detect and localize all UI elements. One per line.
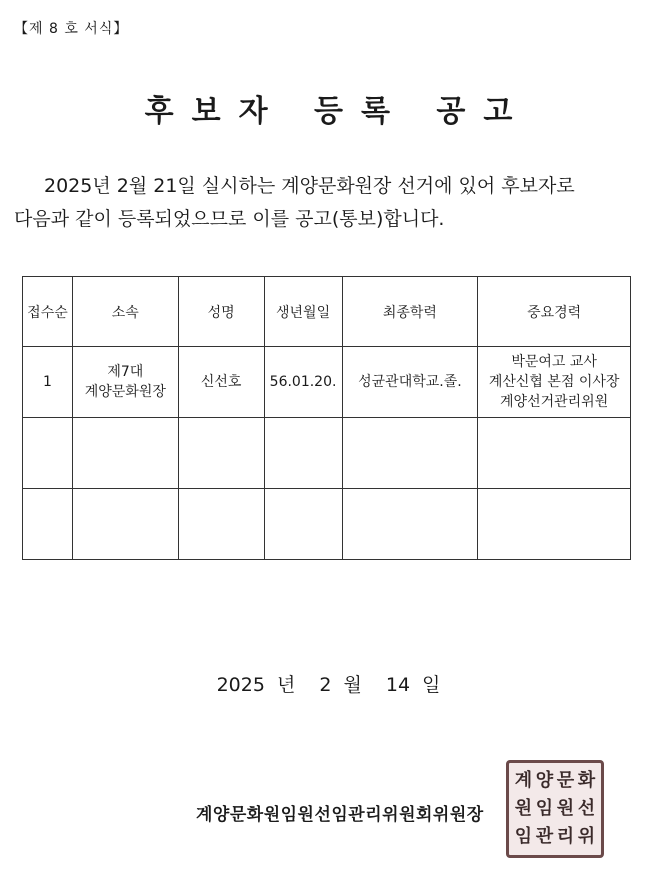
table-row-empty (23, 489, 631, 560)
header-career: 중요경력 (478, 277, 631, 347)
seal-characters (513, 767, 597, 851)
intro-line-1: 2025년 2월 21일 실시하는 계양문화원장 선거에 있어 후보자로 (44, 175, 575, 197)
intro-line-2: 다음과 같이 등록되었으므로 이를 공고(통보)합니다. (14, 208, 445, 230)
table-row-empty (23, 418, 631, 489)
empty-cell (478, 489, 631, 560)
empty-cell (478, 418, 631, 489)
empty-cell (178, 489, 264, 560)
affiliation-line-2: 계양문화원장 (84, 384, 166, 400)
career-line-1: 박문여고 교사 (511, 354, 597, 370)
issuer-name: 계양문화원임원선임관리위원회위원장 (196, 805, 484, 825)
header-birthdate: 생년월일 (264, 277, 342, 347)
header-education: 최종학력 (342, 277, 478, 347)
empty-cell (342, 489, 478, 560)
cell-name: 신선호 (178, 347, 264, 418)
empty-cell (264, 489, 342, 560)
intro-paragraph (14, 170, 639, 236)
career-line-2: 계산신협 본점 이사장 (488, 374, 620, 390)
cell-affiliation (72, 347, 178, 418)
cell-career (478, 347, 631, 418)
header-name: 성명 (178, 277, 264, 347)
seal-char: 양 (535, 770, 554, 791)
cell-birthdate: 56.01.20. (264, 347, 342, 418)
affiliation-line-1: 제7대 (107, 364, 144, 380)
empty-cell (342, 418, 478, 489)
seal-char: 리 (556, 826, 575, 847)
date-day: 14 (385, 674, 411, 696)
seal-char: 관 (535, 826, 554, 847)
career-line-3: 계양선거관리위원 (500, 394, 609, 410)
table-row (23, 347, 631, 418)
form-number-label: 【제 8 호 서식】 (14, 21, 129, 37)
empty-cell (23, 418, 73, 489)
seal-char: 선 (577, 798, 596, 819)
empty-cell (72, 489, 178, 560)
header-order: 접수순 (23, 277, 73, 347)
empty-cell (72, 418, 178, 489)
table-header-row (23, 277, 631, 347)
seal-char: 문 (556, 770, 575, 791)
seal-char: 원 (514, 798, 533, 819)
seal-char: 원 (556, 798, 575, 819)
seal-char: 화 (577, 770, 596, 791)
document-title: 후보자 등록 공고 (144, 94, 531, 129)
cell-education: 성균관대학교.졸. (342, 347, 478, 418)
seal-char: 임 (514, 826, 533, 847)
candidate-table (22, 276, 631, 560)
date-day-unit: 일 (422, 674, 441, 696)
date-year-unit: 년 (276, 674, 296, 696)
empty-cell (264, 418, 342, 489)
empty-cell (178, 418, 264, 489)
date-month: 2 (319, 674, 332, 696)
date-month-unit: 월 (343, 674, 362, 696)
seal-char: 위 (577, 826, 596, 847)
notice-date (0, 670, 657, 697)
seal-char: 임 (535, 798, 554, 819)
cell-order: 1 (23, 347, 73, 418)
seal-char: 계 (514, 770, 533, 791)
date-year: 2025 (216, 674, 265, 696)
official-seal-icon (506, 760, 604, 858)
empty-cell (23, 489, 73, 560)
header-affiliation: 소속 (72, 277, 178, 347)
